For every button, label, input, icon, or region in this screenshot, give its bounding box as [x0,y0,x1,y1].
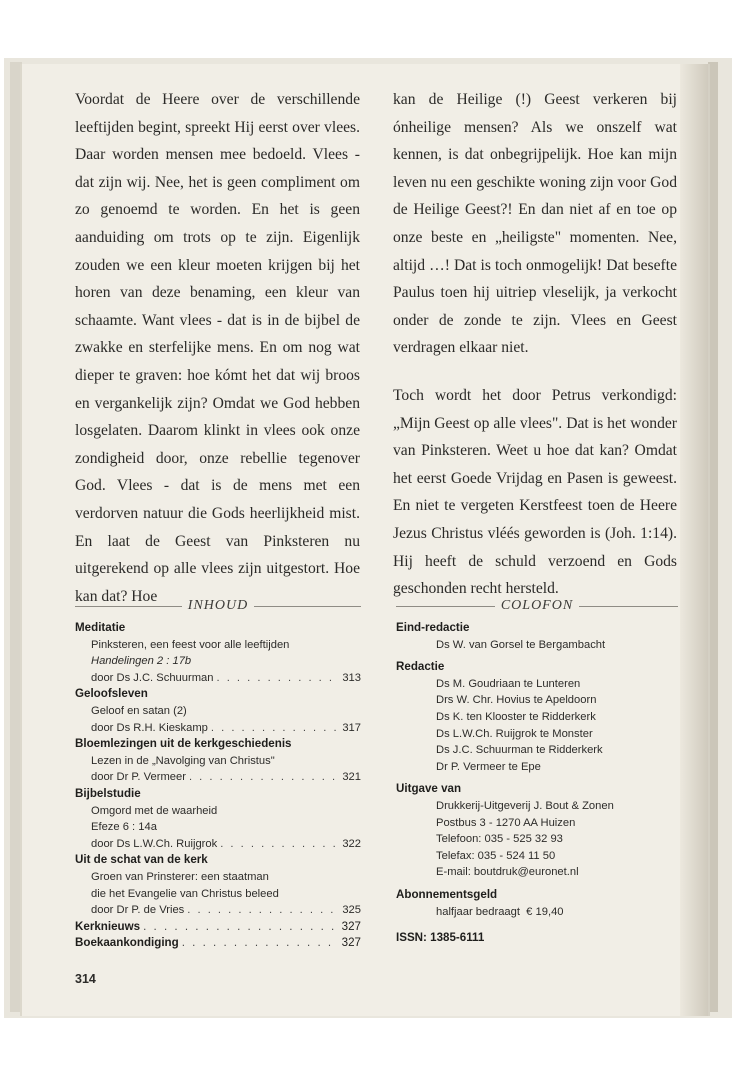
table-of-contents [75,620,361,952]
colofon-line: Drs W. Chr. Hovius te Apeldoorn [436,694,597,707]
toc-entry-author [75,902,361,919]
colofon-line: Ds M. Goudriaan te Lunteren [436,677,581,690]
colofon-line: Telefoon: 035 - 525 32 93 [436,833,563,846]
left-paragraph: Voordat de Heere over de verschillende leeftijden begint, spreekt Hij eerst over vlees. Daar worden mensen mee bedoeld. Vlees - dat zijn wij. Nee, het is geen compliment om zo genoemd te worden. En het is geen aanduiding om trots op te zijn. Eigenlijk zouden we een kleur moeten krijgen bij het horen van deze benaming, een kleur van schaamte. Want vlees - dat is in de bijbel de zwakke en sterfelijke mens. En om nog wat dieper te graven: hoe kómt het dat wij broos en vergankelijk zijn? Omdat we God hebben losgelaten. Daarom klinkt in vlees ook onze zondigheid door, onze rebellie tegenover God. Vlees - dat is de mens met een verdorven natuur die Gods heerlijkheid mist. En laat de Geest van Pinksteren nu uitgerekend op alle vlees zijn uitgestort. Hoe kan dat? Hoe [75,91,360,605]
right-paragraph-1: kan de Heilige (!) Geest verkeren bij ónheilige mensen? Als we onszelf wat kennen, is dat onbegrijpelijk. Hoe kan mijn leven nu een geschikte woning zijn voor God de Heilige Geest?! En dan niet af en toe op onze beste en „heiligste" momenten. Nee, altijd …! Dat is toch onmogelijk! Dat besefte Paulus toen hij uitriep vleselijk, ja verkocht onder de zonde te zijn. Vlees en Geest verdragen elkaar niet. [393,91,677,357]
toc-entry-title: Geloof en satan (2) [91,704,187,717]
colofon-label: Abonnementsgeld [396,887,498,901]
heading-rule [75,606,182,607]
toc-entry-author [75,769,361,786]
colofon [396,620,678,947]
book-spine [680,64,708,1016]
colofon-line: Ds W. van Gorsel te Bergambacht [436,638,606,651]
toc-author: door Ds R.H. Kieskamp [91,721,208,734]
heading-rule [396,606,495,607]
page [22,64,708,1016]
toc-page-number: 313 [342,671,361,684]
colofon-line: Drukkerij-Uitgeverij J. Bout & Zonen [436,799,614,812]
toc-page-number: 321 [342,771,361,784]
inhoud-heading-label: INHOUD [187,598,249,613]
colofon-label: Redactie [396,660,445,674]
toc-author: door Ds L.W.Ch. Ruijgrok [91,837,218,850]
toc-page-number: 327 [341,919,361,933]
toc-entry-title: Lezen in de „Navolging van Christus" [91,754,275,767]
toc-entry-text: Handelingen 2 : 17b [91,655,192,668]
heading-rule [254,606,361,607]
right-paragraph-2: Toch wordt het door Petrus verkondigd: „Mijn Geest op alle vlees". Dat is het wonder van Pinksteren. Weet u hoe dat kan? Omdat het eerst Goede Vrijdag en Pasen is geweest. En niet te vergeten Kerstfeest toen de Heere Jezus Christus vléés geworden is (Joh. 1:14). Hij heeft de schuld verzoend en Gods geschonden recht hersteld. [393,386,677,598]
toc-entry-title: Pinksteren, een feest voor alle leeftijden [91,638,290,651]
page-edge-right [708,62,718,1012]
left-column [75,86,360,610]
toc-section-title: Bloemlezingen uit de kerkgeschiedenis [75,737,292,751]
colofon-line: Telefax: 035 - 524 11 50 [436,849,556,862]
toc-kerknieuws [75,919,361,936]
toc-page-number: 322 [342,837,361,850]
toc-entry-title: Omgord met de waarheid [91,804,218,817]
toc-section-title: Boekaankondiging [75,936,179,950]
colofon-heading [396,596,678,616]
toc-section-title: Meditatie [75,621,126,634]
toc-entry-title: Groen van Prinsterer: een staatman [91,870,269,883]
toc-section-title: Geloofsleven [75,687,148,701]
toc-page-number: 325 [342,904,361,917]
colofon-line: Dr P. Vermeer te Epe [436,760,541,773]
colofon-heading-label: COLOFON [500,598,574,613]
colofon-label: Eind-redactie [396,621,470,634]
toc-page-number: 317 [342,721,361,734]
dot-leader [187,902,339,919]
heading-rule [579,606,678,607]
colofon-line: Postbus 3 - 1270 AA Huizen [436,816,576,829]
dot-leader [211,720,339,737]
toc-section-title: Uit de schat van de kerk [75,853,208,867]
dot-leader [189,769,339,786]
issn: ISSN: 1385-6111 [396,931,485,945]
colofon-line: Ds J.C. Schuurman te Ridderkerk [436,744,603,757]
dot-leader [182,935,339,952]
toc-entry-text: Efeze 6 : 14a [91,821,157,834]
toc-entry-author [75,836,361,853]
colofon-line: halfjaar bedraagt € 19,40 [436,905,564,918]
colofon-line: Ds L.W.Ch. Ruijgrok te Monster [436,727,593,740]
toc-page-number: 327 [341,936,361,950]
page-number: 314 [75,972,96,986]
page-edge-left [10,62,22,1012]
inhoud-heading [75,596,361,616]
toc-boekaankondiging [75,935,361,952]
toc-entry-author [75,670,361,687]
dot-leader [143,919,339,936]
toc-author: door Ds J.C. Schuurman [91,671,214,684]
colofon-line: Ds K. ten Klooster te Ridderkerk [436,710,596,723]
toc-section-title: Bijbelstudie [75,786,141,800]
dot-leader [220,836,339,853]
colofon-label: Uitgave van [396,782,462,796]
spacer [396,920,678,930]
toc-entry-text: die het Evangelie van Christus beleed [91,887,279,900]
toc-author: door Dr P. de Vries [91,904,185,917]
toc-section-title: Kerknieuws [75,919,141,933]
toc-author: door Dr P. Vermeer [91,771,186,784]
colofon-line: E-mail: boutdruk@euronet.nl [436,866,579,879]
dot-leader [217,670,340,687]
toc-entry-author [75,720,361,737]
right-column [393,86,677,603]
